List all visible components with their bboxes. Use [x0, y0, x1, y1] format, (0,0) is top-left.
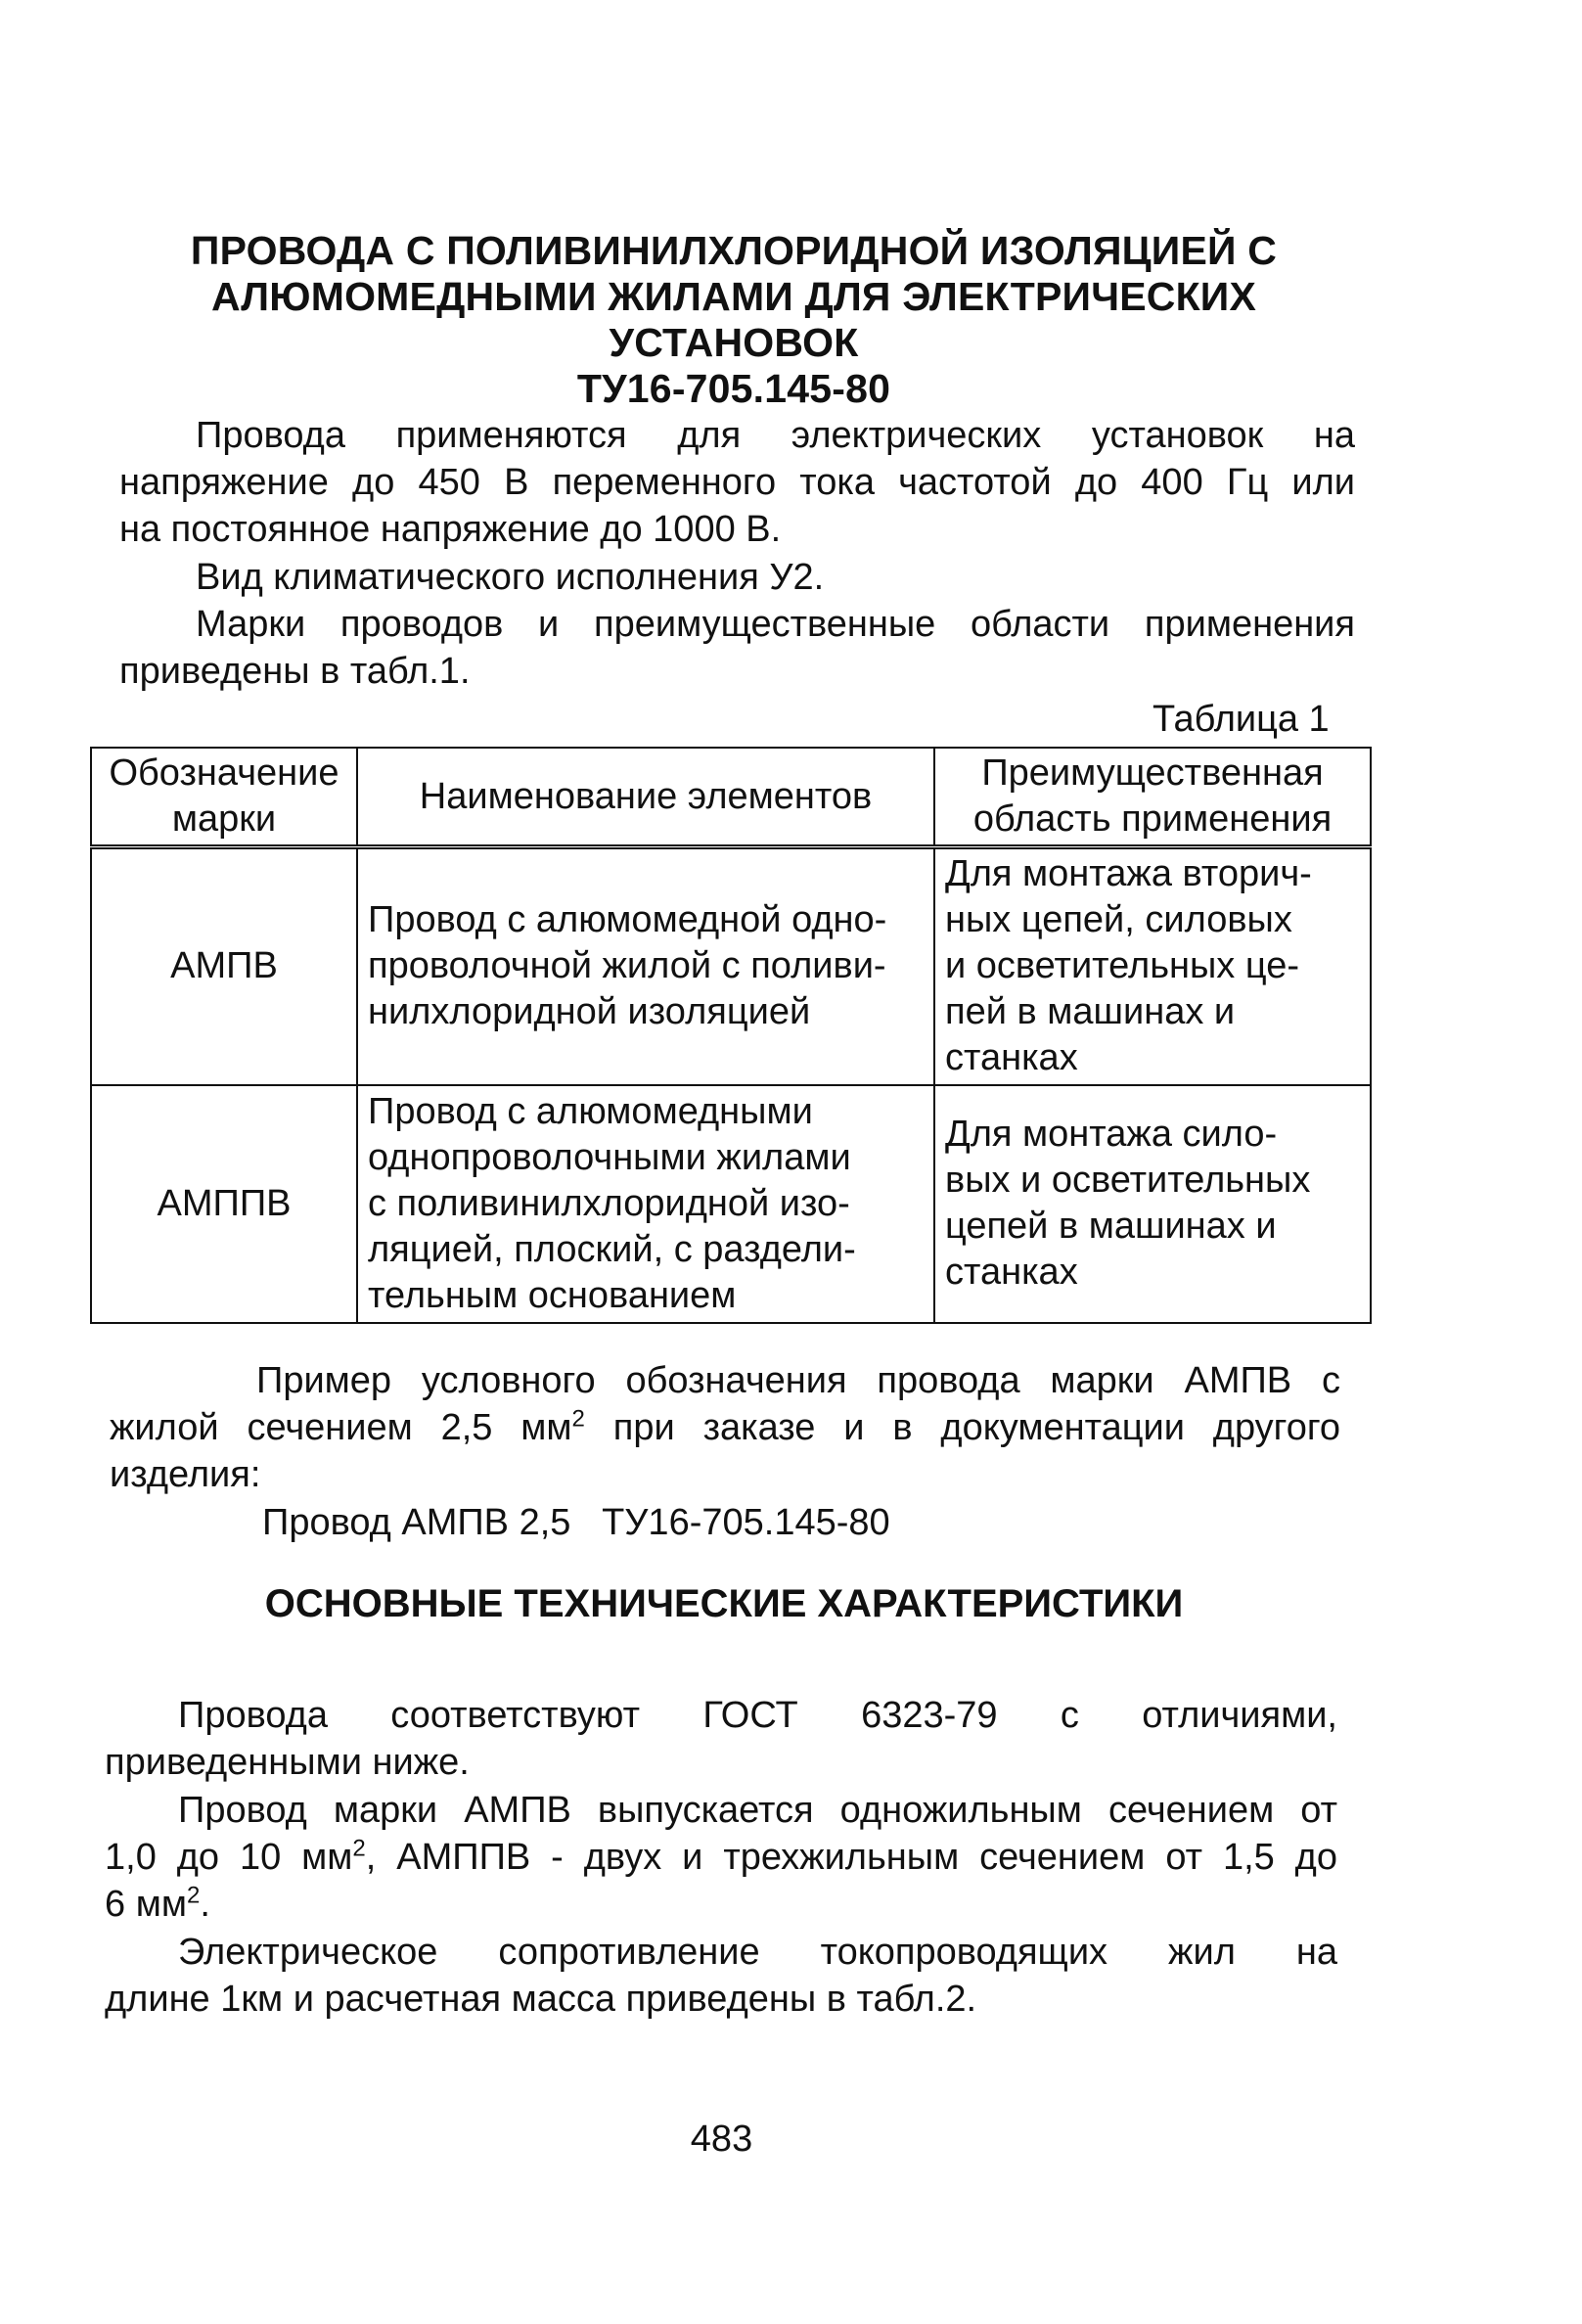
intro-p1-line3: на постоянное напряжение до 1000 В. — [119, 509, 782, 550]
section2-p1-line2: приведенными ниже. — [105, 1742, 470, 1783]
example-line1: Пример условного обозначения провода марки АМПВ с — [256, 1360, 1340, 1401]
section-heading: ОСНОВНЫЕ ТЕХНИЧЕСКИЕ ХАРАКТЕРИСТИКИ — [264, 1582, 1184, 1625]
header-use: Преимущественная область применения — [934, 748, 1371, 847]
section2-p2-line2: 1,0 до 10 $мм^2$, АМППВ - двух и трехжильным сечением от 1,5 до — [105, 1835, 1337, 1878]
table-1 — [90, 747, 1372, 1324]
section2-p3-line1: Электрическое сопротивление токопроводящих жил на — [178, 1932, 1337, 1973]
intro-p1-line1: Провода применяются для электрических установок на — [196, 415, 1355, 456]
section2-p2-line3: 6 $мм^2$. — [105, 1882, 210, 1925]
intro-p1-line2: напряжение до 450 В переменного тока частотой до 400 Гц или — [119, 462, 1355, 503]
intro-p3-line2: приведены в табл.1. — [119, 651, 471, 692]
example-line3: изделия: — [110, 1454, 261, 1495]
cell-name: Провод с алюмомедными однопроволочными жилами с поливинилхлоридной изо- ляцией, плоский, с раздели- тельным основанием — [357, 1085, 934, 1323]
intro-p2: Вид климатического исполнения У2. — [196, 557, 825, 598]
cell-use: Для монтажа вторич- ных цепей, силовых и осветительных це- пей в машинах и станках — [934, 847, 1371, 1085]
title-line-1: ПРОВОДА С ПОЛИВИНИЛХЛОРИДНОЙ ИЗОЛЯЦИЕЙ С — [190, 228, 1278, 273]
table-row — [91, 1085, 1371, 1323]
table-caption: Таблица 1 — [1153, 699, 1330, 740]
cell-name: Провод с алюмомедной одно- проволочной жилой с поливи- нилхлоридной изоляцией — [357, 847, 934, 1085]
header-mark: Обозначение марки — [91, 748, 357, 847]
cell-mark: АМППВ — [91, 1085, 357, 1323]
title-line-2: АЛЮМОМЕДНЫМИ ЖИЛАМИ ДЛЯ ЭЛЕКТРИЧЕСКИХ — [210, 274, 1257, 319]
cell-use: Для монтажа сило- вых и осветительных цепей в машинах и станках — [934, 1085, 1371, 1323]
example-line2: жилой сечением 2,5 $мм^2$ при заказе и в документации другого — [110, 1405, 1340, 1448]
section2-p1-line1: Провода соответствуют ГОСТ 6323-79 с отличиями, — [178, 1695, 1337, 1736]
table-header-row — [91, 748, 1371, 847]
cell-mark: АМПВ — [91, 847, 357, 1085]
title-line-3: УСТАНОВОК — [609, 320, 859, 365]
example-designation: Провод АМПВ 2,5 ТУ16-705.145-80 — [262, 1502, 890, 1543]
page-number: 483 — [690, 2119, 753, 2160]
intro-p3-line1: Марки проводов и преимущественные области применения — [196, 604, 1355, 645]
section2-p3-line2: длине 1км и расчетная масса приведены в табл.2. — [105, 1979, 977, 2020]
table-row — [91, 847, 1371, 1085]
header-name: Наименование элементов — [357, 748, 934, 847]
section2-p2-line1: Провод марки АМПВ выпускается одножильным сечением от — [178, 1790, 1337, 1831]
spec-code: ТУ16-705.145-80 — [576, 366, 891, 411]
